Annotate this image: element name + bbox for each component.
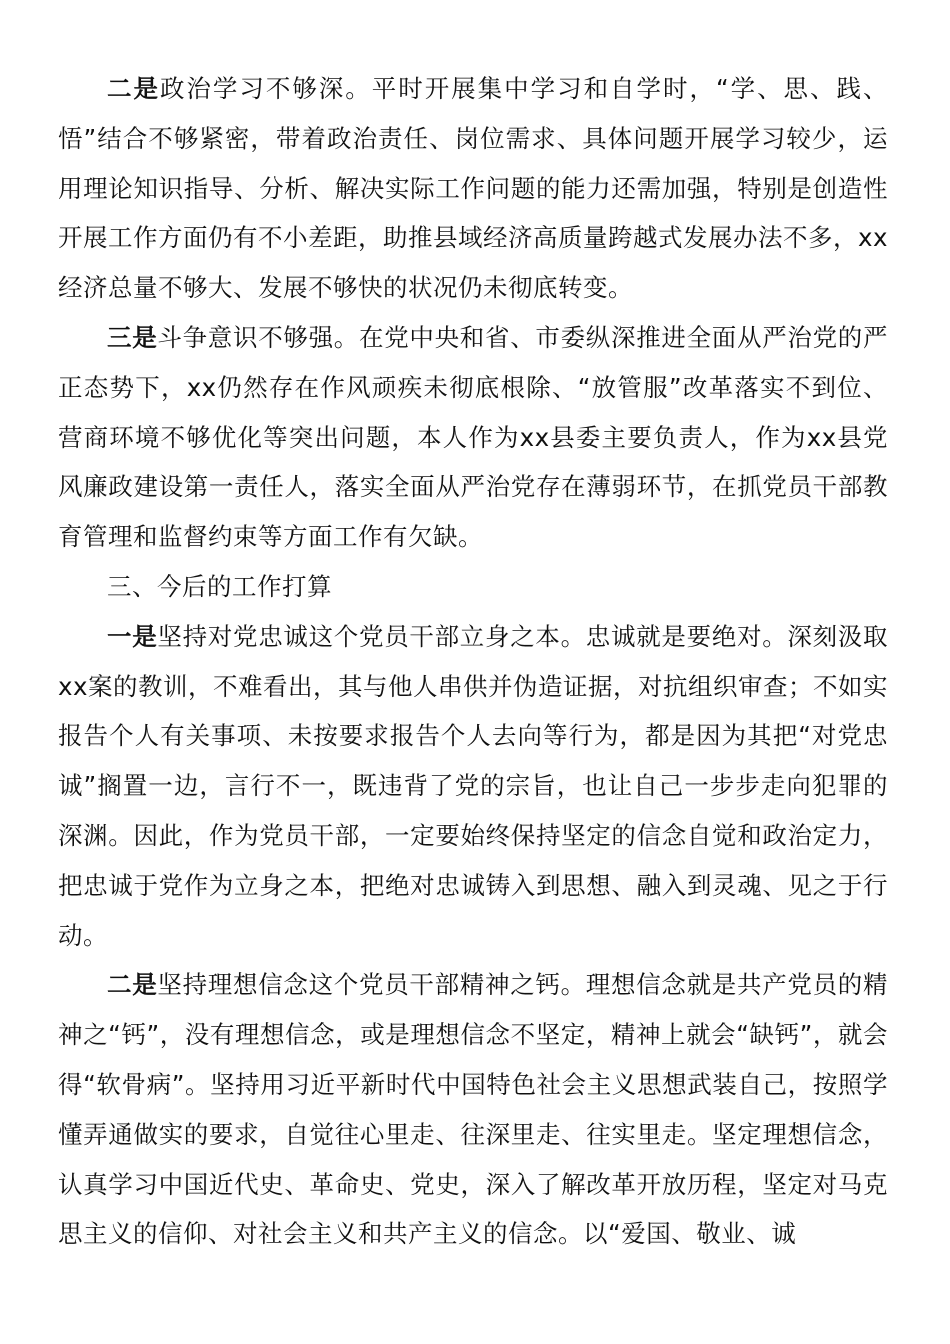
document-page <box>58 64 888 1259</box>
paragraph-text: 坚持理想信念这个党员干部精神之钙。理想信念就是共产党员的精神之“钙”，没有理想信念，或是理想信念不坚定，精神上就会“缺钙”，就会得“软骨病”。坚持用习近平新时代中国特色社会主义思想武装自己，按照学懂弄通做实的要求，自觉往心里走、往深里走、往实里走。坚定理想信念，认真学习中国近代史、革命史、党史，深入了解改革开放历程，坚定对马克思主义的信仰、对社会主义和共产主义的信念。以“爱国、敬业、诚 <box>58 970 889 1249</box>
paragraph-struggle-awareness <box>58 313 888 562</box>
paragraph-ideals-beliefs <box>58 960 888 1259</box>
section-heading-text: 三、今后的工作打算 <box>107 571 332 601</box>
paragraph-text: 坚持对党忠诚这个党员干部立身之本。忠诚就是要绝对。深刻汲取xx案的教训，不难看出，其与他人串供并伪造证据，对抗组织审查；不如实报告个人有关事项、未按要求报告个人去向等行为，都是因为其把“对党忠诚”搁置一边，言行不一，既违背了党的宗旨，也让自己一步步走向犯罪的深渊。因此，作为党员干部，一定要始终保持坚定的信念自觉和政治定力，把忠诚于党作为立身之本，把绝对忠诚铸入到思想、融入到灵魂、见之于行动。 <box>58 621 889 950</box>
paragraph-lead: 一是 <box>107 621 158 651</box>
paragraph-lead: 二是 <box>107 970 158 1000</box>
paragraph-text: 政治学习不够深。平时开展集中学习和自学时，“学、思、践、悟”结合不够紧密，带着政治责任、岗位需求、具体问题开展学习较少，运用理论知识指导、分析、解决实际工作问题的能力还需加强，特别是创造性开展工作方面仍有不小差距，助推县域经济高质量跨越式发展办法不多，xx经济总量不够大、发展不够快的状况仍未彻底转变。 <box>58 74 888 303</box>
paragraph-lead: 二是 <box>107 74 160 103</box>
paragraph-text: 斗争意识不够强。在党中央和省、市委纵深推进全面从严治党的严正态势下，xx仍然存在作风顽疾未彻底根除、“放管服”改革落实不到位、营商环境不够优化等突出问题，本人作为xx县委主要负责人，作为xx县党风廉政建设第一责任人，落实全面从严治党存在薄弱环节，在抓党员干部教育管理和监督约束等方面工作有欠缺。 <box>58 322 889 552</box>
section-heading <box>58 562 888 612</box>
paragraph-lead: 三是 <box>107 322 158 352</box>
paragraph-political-study <box>58 64 888 313</box>
paragraph-loyalty <box>58 612 888 961</box>
